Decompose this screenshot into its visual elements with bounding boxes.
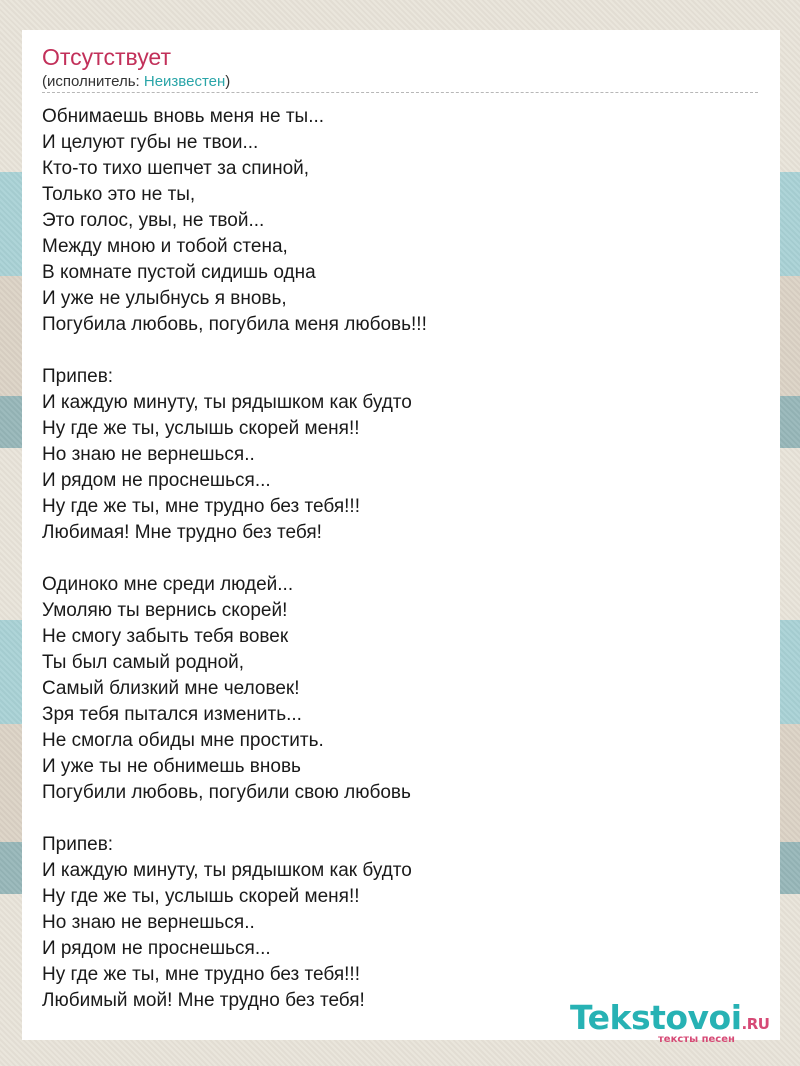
lyrics-line: В комнате пустой сидишь одна bbox=[42, 262, 316, 283]
divider bbox=[42, 92, 758, 93]
artist-suffix: ) bbox=[225, 73, 231, 90]
lyrics-line: И каждую минуту, ты рядышком как будто bbox=[42, 392, 412, 413]
logo-tagline: тексты песен bbox=[658, 1034, 735, 1045]
lyrics-line: Погубили любовь, погубили свою любовь bbox=[42, 782, 411, 803]
lyrics-line: Кто-то тихо шепчет за спиной, bbox=[42, 158, 310, 179]
lyrics-line: Не смогу забыть тебя вовек bbox=[42, 626, 289, 647]
logo-tld: .RU bbox=[741, 1015, 770, 1033]
lyrics-text bbox=[42, 104, 758, 1014]
lyrics-line: Только это не ты, bbox=[42, 184, 196, 205]
lyrics-line: Погубила любовь, погубила меня любовь!!! bbox=[42, 314, 427, 335]
lyrics-line: Любимый мой! Мне трудно без тебя! bbox=[42, 990, 365, 1011]
lyrics-line: Припев: bbox=[42, 366, 114, 387]
lyrics-line: И целуют губы не твои... bbox=[42, 132, 259, 153]
lyrics-line: Зря тебя пытался изменить... bbox=[42, 704, 302, 725]
lyrics-blank-line bbox=[42, 338, 758, 364]
logo-main-text: Tekstovoi bbox=[570, 998, 742, 1037]
artist-prefix: (исполнитель: bbox=[42, 73, 144, 90]
lyrics-line: Но знаю не вернешься.. bbox=[42, 912, 255, 933]
lyrics-line: Обнимаешь вновь меня не ты... bbox=[42, 106, 325, 127]
lyrics-line: Между мною и тобой стена, bbox=[42, 236, 288, 257]
lyrics-line: И каждую минуту, ты рядышком как будто bbox=[42, 860, 412, 881]
lyrics-blank-line bbox=[42, 806, 758, 832]
lyrics-line: Одиноко мне среди людей... bbox=[42, 574, 294, 595]
lyrics-line: Любимая! Мне трудно без тебя! bbox=[42, 522, 322, 543]
lyrics-line: И рядом не проснешься... bbox=[42, 470, 271, 491]
lyrics-line: Умоляю ты вернись скорей! bbox=[42, 600, 288, 621]
lyrics-line: Ну где же ты, мне трудно без тебя!!! bbox=[42, 496, 360, 517]
lyrics-line: Ну где же ты, мне трудно без тебя!!! bbox=[42, 964, 360, 985]
lyrics-line: Самый близкий мне человек! bbox=[42, 678, 300, 699]
lyrics-blank-line bbox=[42, 546, 758, 572]
site-logo[interactable] bbox=[570, 1000, 780, 1044]
lyrics-line: Припев: bbox=[42, 834, 114, 855]
lyrics-line: Ты был самый родной, bbox=[42, 652, 245, 673]
lyrics-line: Ну где же ты, услышь скорей меня!! bbox=[42, 886, 360, 907]
lyrics-line: Это голос, увы, не твой... bbox=[42, 210, 265, 231]
lyrics-line: Ну где же ты, услышь скорей меня!! bbox=[42, 418, 360, 439]
lyrics-line: И уже не улыбнусь я вновь, bbox=[42, 288, 287, 309]
artist-link[interactable]: Неизвестен bbox=[143, 73, 226, 90]
lyrics-card bbox=[22, 30, 780, 1045]
lyrics-line: И рядом не проснешься... bbox=[42, 938, 271, 959]
lyrics-line: Не смогла обиды мне простить. bbox=[42, 730, 324, 751]
lyrics-line: Но знаю не вернешься.. bbox=[42, 444, 255, 465]
lyrics-line: И уже ты не обнимешь вновь bbox=[42, 756, 301, 777]
artist-line bbox=[42, 73, 230, 91]
song-title: Отсутствует bbox=[42, 44, 171, 70]
